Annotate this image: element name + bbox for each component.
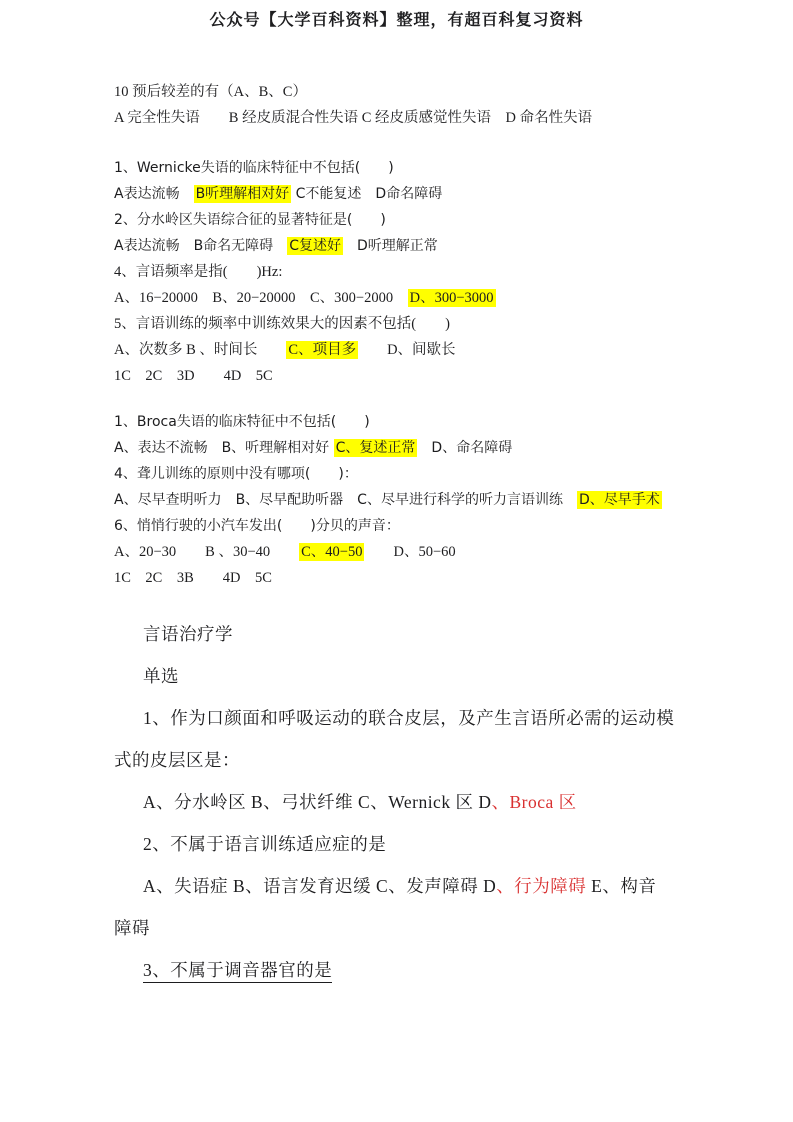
doc-content — [0, 31, 793, 982]
highlighted-answer: C、40−50 — [301, 544, 363, 560]
question-line: 2、分水岭区失语综合征的显著特征是( ) — [114, 212, 386, 228]
question-line: 2、不属于语言训练适应症的是 — [143, 834, 387, 854]
option-text: A、尽早查明听力 B、尽早配助听器 C、尽早进行科学的听力言语训练 — [114, 492, 577, 508]
option-text: A、20−30 B 、30−40 — [114, 544, 300, 560]
question-line: 4、聋儿训练的原则中没有哪项( )： — [114, 466, 358, 482]
options-line — [114, 237, 683, 255]
option-text: A、失语症 B、语言发育迟缓 C、发声障碍 D — [143, 876, 497, 896]
question-line: 1、作为口颜面和呼吸运动的联合皮层，及产生言语所必需的运动模 — [143, 708, 675, 728]
section-title: 言语治疗学 — [143, 624, 233, 644]
question-line: 1、Broca失语的临床特征中不包括( ) — [114, 414, 370, 430]
spacer — [114, 393, 683, 413]
option-text: D听理解正常 — [342, 238, 438, 254]
highlighted-answer: D、尽早手术 — [578, 492, 660, 508]
red-answer: 、Broca 区 — [491, 792, 577, 812]
section-subtitle: 单选 — [143, 666, 179, 686]
option-text: A表达流畅 B命名无障碍 — [114, 238, 288, 254]
option-text: D、间歇长 — [358, 342, 456, 358]
option-text: A、表达不流畅 B、听理解相对好 — [114, 440, 334, 456]
option-text: E、构音 — [586, 876, 657, 896]
option-text: D、50−60 — [364, 544, 456, 560]
option-text: A、分水岭区 B、弓状纤维 C、Wernick 区 D — [143, 792, 492, 812]
options-line — [114, 491, 683, 509]
options-line — [114, 289, 683, 307]
options-line: A 完全性失语 B 经皮质混合性失语 C 经皮质感觉性失语 D 命名性失语 — [114, 110, 593, 126]
highlighted-answer: C、项目多 — [288, 342, 357, 358]
red-answer: 、行为障碍 — [496, 876, 587, 896]
answer-key-line: 1C 2C 3D 4D 5C — [114, 368, 273, 384]
options-line — [114, 185, 683, 203]
question-line-wrap: 式的皮层区是： — [114, 750, 240, 770]
question-line: 1、Wernicke失语的临床特征中不包括( ) — [114, 160, 394, 176]
section-speech-therapy — [114, 622, 683, 982]
option-text: C不能复述 D命名障碍 — [291, 186, 443, 202]
options-line — [114, 439, 683, 457]
highlighted-answer: B听理解相对好 — [195, 186, 290, 202]
answer-key-line: 1C 2C 3B 4D 5C — [114, 570, 272, 586]
options-line — [114, 790, 683, 814]
option-text: A表达流畅 — [114, 186, 194, 202]
option-text: D、命名障碍 — [417, 440, 513, 456]
quiz-block-broca — [114, 413, 683, 587]
spacer — [114, 595, 683, 622]
highlighted-answer: D、300−3000 — [409, 290, 494, 306]
option-text: A、16−20000 B、20−20000 C、300−2000 — [114, 290, 408, 306]
quiz-block-prognosis — [114, 83, 683, 127]
question-line: 10 预后较差的有（A、B、C） — [114, 84, 307, 100]
highlighted-answer: C、复述正常 — [335, 440, 416, 456]
doc-header: 公众号【大学百科资料】整理，有超百科复习资料 — [209, 12, 584, 29]
options-line — [114, 543, 683, 561]
question-line: 4、言语频率是指( )Hz: — [114, 264, 283, 280]
options-line-wrap: 障碍 — [114, 918, 150, 938]
highlighted-answer: C复述好 — [289, 238, 341, 254]
options-line — [114, 874, 683, 898]
spacer — [114, 135, 683, 159]
underlined-question: 3、不属于调音器官的是 — [143, 960, 332, 983]
spacer — [114, 31, 683, 83]
question-line — [114, 958, 683, 982]
option-text: A、次数多 B 、时间长 — [114, 342, 287, 358]
question-line: 6、悄悄行驶的小汽车发出( )分贝的声音： — [114, 518, 400, 534]
question-line: 5、言语训练的频率中训练效果大的因素不包括( ) — [114, 316, 450, 332]
quiz-block-aphasia — [114, 159, 683, 385]
options-line — [114, 341, 683, 359]
